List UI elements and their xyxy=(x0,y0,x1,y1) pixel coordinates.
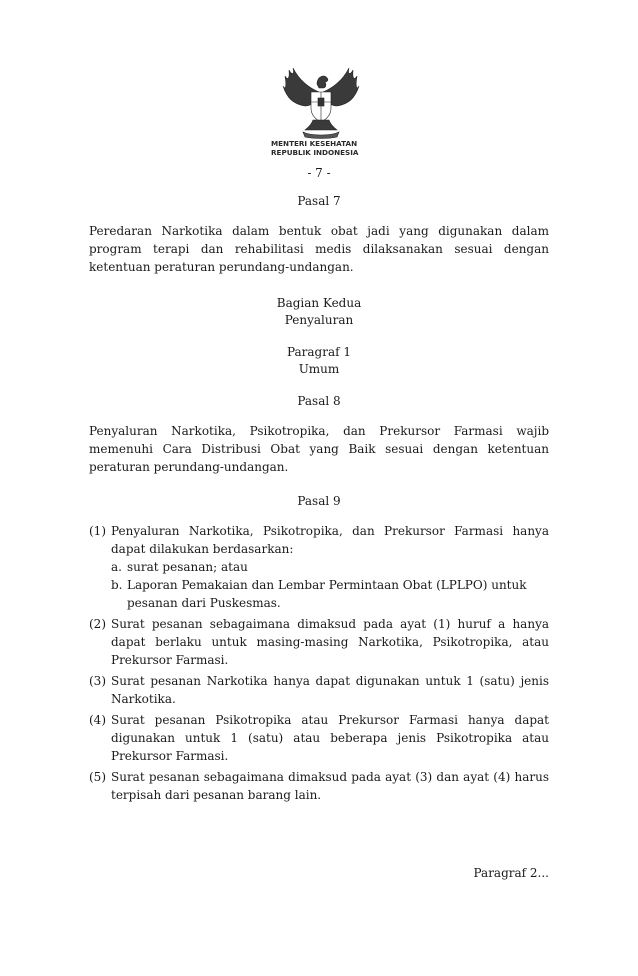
item-number: (4) xyxy=(89,713,106,727)
item-number: (5) xyxy=(89,770,106,784)
sub-list-item xyxy=(111,558,549,576)
ministry-line-2: REPUBLIK INDONESIA xyxy=(271,147,359,157)
page-number: - 7 - xyxy=(307,166,331,180)
pasal-7-title: Pasal 7 xyxy=(297,194,341,208)
sub-item-text: surat pesanan; atau xyxy=(127,560,248,574)
list-item xyxy=(89,522,549,558)
continuation-note: Paragraf 2... xyxy=(473,866,549,880)
part-title: Penyaluran xyxy=(284,313,354,327)
pasal-8-title: Pasal 8 xyxy=(297,394,341,408)
part-heading: Bagian Kedua xyxy=(276,296,362,310)
item-text: Surat pesanan Narkotika hanya dapat digunakan untuk 1 (satu) jenis Narkotika. xyxy=(111,674,549,706)
item-number: (3) xyxy=(89,674,106,688)
item-text: Surat pesanan sebagaimana dimaksud pada ayat (1) huruf a hanya dapat berlaku untuk masing-masing Narkotika, Psikotropika, atau Prekursor Farmasi. xyxy=(111,617,549,667)
item-number: (1) xyxy=(89,524,106,538)
pasal-7-text: Peredaran Narkotika dalam bentuk obat jadi yang digunakan dalam program terapi dan rehabilitasi medis dilaksanakan sesuai dengan ketentuan peraturan perundang-undangan. xyxy=(89,224,549,274)
item-text: Penyaluran Narkotika, Psikotropika, dan Prekursor Farmasi hanya dapat dilakukan berdasarkan: xyxy=(111,524,549,556)
paragraph-title: Umum xyxy=(298,362,340,376)
pasal-9-title: Pasal 9 xyxy=(297,494,341,508)
sub-item-letter: b. xyxy=(111,578,123,592)
list-item xyxy=(89,672,549,708)
item-text: Surat pesanan sebagaimana dimaksud pada ayat (3) dan ayat (4) harus terpisah dari pesanan barang lain. xyxy=(111,770,549,802)
sub-item-text: Laporan Pemakaian dan Lembar Permintaan Obat (LPLPO) untuk pesanan dari Puskesmas. xyxy=(127,578,527,610)
ministry-line-1: MENTERI KESEHATAN xyxy=(271,139,358,148)
sub-item-letter: a. xyxy=(111,560,122,574)
list-item xyxy=(89,711,549,765)
ministry-heading xyxy=(271,140,371,157)
item-number: (2) xyxy=(89,617,106,631)
sub-list-item xyxy=(111,576,549,612)
list-item xyxy=(89,615,549,669)
garuda-emblem-icon xyxy=(281,62,361,140)
list-item xyxy=(89,768,549,804)
pasal-8-text: Penyaluran Narkotika, Psikotropika, dan Prekursor Farmasi wajib memenuhi Cara Distribusi Obat yang Baik sesuai dengan ketentuan peraturan perundang-undangan. xyxy=(89,424,549,474)
paragraph-heading: Paragraf 1 xyxy=(286,345,352,359)
item-text: Surat pesanan Psikotropika atau Prekursor Farmasi hanya dapat digunakan untuk 1 (satu) atau beberapa jenis Psikotropika atau Prekursor Farmasi. xyxy=(111,713,549,763)
